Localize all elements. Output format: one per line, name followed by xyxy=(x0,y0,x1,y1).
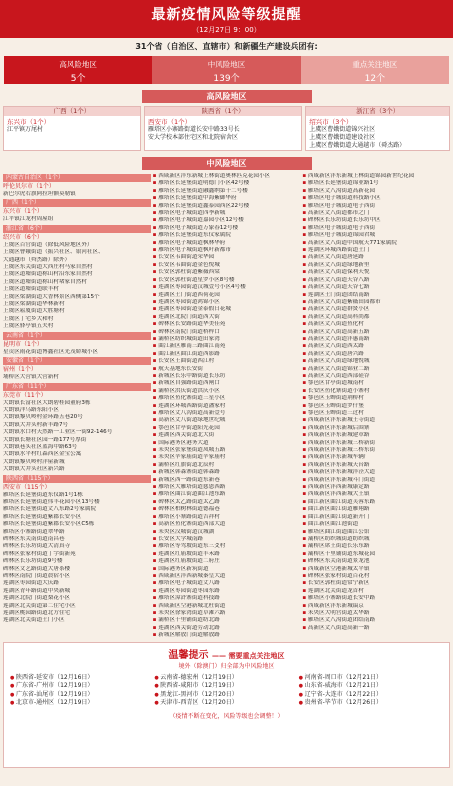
list-item: ▪ 西咸新区沣东新城三桥新街 xyxy=(302,440,450,447)
list-item: ▪ 高新区丈八街道群贤小区 xyxy=(302,306,450,313)
list-item: ▪ 莲湖区红庙坡街道丰禾路 xyxy=(153,551,301,558)
page-title: 最新疫情风险等级提醒 xyxy=(151,7,302,23)
list-item: 大朗镇黎贝岭村洋屋新城 xyxy=(3,458,65,465)
list-item: 碑林区长乐坊街道9号楼 xyxy=(3,558,63,565)
tips-item: ● 广东省-广州市（12月19日） xyxy=(10,682,154,690)
list-item: 雁塔区长延堡街道紫郡长安小区 xyxy=(3,513,82,520)
tips-item: ● 天津市-西青区（12月20日） xyxy=(154,699,298,707)
list-item: 大朗镇黎贝岭村金环路五巷20号 xyxy=(3,414,83,421)
list-item: ▪ 雁塔区丈八沟街道团结南路 xyxy=(302,617,450,624)
list-item: 上虞区东关街道大西庄村马家自然村 xyxy=(3,264,93,271)
high-box-line: 上虞区曹娥街道大通越市（舜杰路） xyxy=(309,142,406,149)
list-item: ▪ 航天基地东长安街 xyxy=(153,366,301,373)
list-item: ▪ 莲湖区西关街道北大街 xyxy=(153,432,301,439)
summary-key xyxy=(301,56,449,84)
list-item: 莲湖区桃园路街道北方住宅 xyxy=(3,610,71,617)
list-item: ▪ 新城区长乐中路街道长乐坊 xyxy=(153,373,301,380)
list-item: ▪ 高新区丈八街道高新五路 xyxy=(302,329,450,336)
high-box-line: 安大学校本部住宅区和北院宿舍区 xyxy=(147,134,238,141)
list-item: ▪ 雁塔区长延堡街道锦业路1号 xyxy=(302,180,450,187)
list-item: ▪ 雁塔区长延堡街道明德门小区42号楼 xyxy=(153,180,301,187)
list-item: ▪ 鄠邑区玉蝉街道荆桥村 xyxy=(302,395,450,402)
list-item: ▪ 雁塔区丈八沟街道高新花园 xyxy=(302,188,450,195)
list-item: 大朗镇大井头社区新兴路 xyxy=(3,466,65,473)
list-item: ▪ 新城区自强路街道西闸口 xyxy=(153,380,301,387)
list-item: ▪ 雁塔区电子城街道电子西街 xyxy=(302,225,450,232)
list-item: ▪ 鄠邑区玉蝉街道罗什堡 xyxy=(302,403,450,410)
province-header: 广西（1个） xyxy=(3,199,151,207)
list-item: 雁塔区小寨路街道翠华路 xyxy=(3,528,65,535)
province-header: 浙江省（6个） xyxy=(3,225,151,233)
list-item: 雁塔区长延堡街道伟丰花园小区13号楼 xyxy=(3,498,100,505)
summary-high-count: 5个 xyxy=(70,74,86,84)
list-item: ▪ 莲湖区环城西路街道土门 xyxy=(302,247,450,254)
list-item: ▪ 莲湖区枣园街道枣园东路 xyxy=(153,588,301,595)
list-item: ▪ 高新区丈八街道保利天悦 xyxy=(302,269,450,276)
mid-risk-band: 中风险地区 xyxy=(142,157,312,170)
list-item: ▪ 雁塔区曲江街道曲江公馆 xyxy=(302,529,450,536)
list-item: ▪ 高新区丈八街道绿地世纪城 xyxy=(153,417,301,424)
list-item: ▪ 曲江新区曲江街道雁翔路 xyxy=(302,506,450,513)
high-box-line: 雁塔区小寨路街道长安中路33号长 xyxy=(147,126,240,133)
high-box-line: 上虞区曹娥街道锦兴社区 xyxy=(309,126,376,133)
high-box-province: 浙江省（3个） xyxy=(306,107,449,116)
list-item: ▪ 碑林区柏树林街道德福巷 xyxy=(153,506,301,513)
high-box-line: 江平镇万尾村 xyxy=(7,126,44,133)
list-item: 上虞区梁湖街道大香林景区西侧第15个 xyxy=(3,293,100,300)
list-item: ▪ 西咸新区沣东新城车辆厂 xyxy=(302,454,450,461)
list-item: ▪ 西咸新区沣东新城沣泾大道 xyxy=(302,469,450,476)
list-item: ▪ 碑林区长安路街道华美佳苑 xyxy=(153,321,301,328)
list-item: ▪ 高新区丈八街道天谷七路 xyxy=(302,284,450,291)
list-item: ▪ 高新区丈八街道西部硅谷 xyxy=(302,373,450,380)
list-item: ▪ 国际港务区新筑街道 xyxy=(153,566,301,573)
list-item: ▪ 高新区丈八街道紫薇田园都市 xyxy=(302,299,450,306)
list-item: ▪ 碑林区南院门街道桥梓口 xyxy=(153,329,301,336)
list-item: 大朗镇大井头村新丰路7号 xyxy=(3,421,69,428)
list-item: ▪ 莲湖区北院门街道西大街 xyxy=(153,314,301,321)
tips-footer-note: （疫情不断在变化，风险等级也会调整！） xyxy=(169,712,284,720)
list-item: ▪ 未央区徐家湾街道草滩六路 xyxy=(153,610,301,617)
list-item: ▪ 曲江新区曲江街道西影路 xyxy=(153,351,301,358)
list-item: ▪ 雁塔区电子城街道万象春12号楼 xyxy=(153,225,301,232)
header xyxy=(0,0,453,38)
list-item: ▪ 雁塔区电子城街道丈八路 xyxy=(153,580,301,587)
list-item: 碑林区张家村街道丁字街新苑 xyxy=(3,550,76,557)
province-header: 陕西省（115个） xyxy=(3,475,151,483)
list-item: 雁塔区长延堡街道东仪路1号1栋 xyxy=(3,491,83,498)
province-header: 安徽省（1个） xyxy=(3,357,151,365)
list-item: 上虞区道墟街道联丰村 xyxy=(3,286,59,293)
summary-key-count: 12个 xyxy=(364,74,386,84)
list-item: 碑林区文艺路街道大唐茶楼 xyxy=(3,565,71,572)
list-item: 雁塔区长延堡街道紫郡长安小区C5栋 xyxy=(3,521,95,528)
list-item: ▪ 灞桥区十里铺街道东城花园 xyxy=(302,551,450,558)
list-item: ▪ 西咸新区沣东新城三桥东街 xyxy=(302,447,450,454)
summary-high-label: 高风险地区 xyxy=(59,60,97,69)
list-item: ▪ 雁塔区电子城街道枫林华府 xyxy=(153,240,301,247)
list-item: ▪ 莲湖区枣园街道汉城壹号小区4号楼 xyxy=(153,284,301,291)
high-box-zhejiang xyxy=(305,106,450,151)
tips-item: ● 陕西省-咸阳市（12月19日） xyxy=(154,682,298,690)
list-item: ▪ 西咸新区沣东新城镐京 xyxy=(302,603,450,610)
mid-risk-column-2 xyxy=(153,173,301,638)
tips-group xyxy=(154,674,298,708)
list-item: 大朗镇长富社区大朗碧桂园董府3栋 xyxy=(3,399,91,406)
list-item: ▪ 雁塔区曲江街道曲江池东路 xyxy=(153,491,301,498)
list-item: ▪ 西咸新区沣东新城上林街道奥林匹克花园小区 xyxy=(153,173,301,180)
list-item: ▪ 西咸新区沣东新城斗门街道 xyxy=(302,477,450,484)
high-box-shaanxi xyxy=(144,106,302,151)
list-item: 星贡区雨花街道博鑫社区光茂娇城小区 xyxy=(3,348,99,355)
summary-mid xyxy=(152,56,300,84)
city-header: 绍兴市（6个） xyxy=(3,233,43,241)
list-item: ▪ 西咸新区空港新城太平镇 xyxy=(302,566,450,573)
list-item: ▪ 西咸新区沣东新城王寺街道 xyxy=(302,417,450,424)
list-item: ▪ 西咸新区沣东新城上林街道锦园新世纪花园 xyxy=(302,173,450,180)
list-item: 大朗镇长塘社区园一路177号厚街 xyxy=(3,436,87,443)
tips-subtitle: 需要重点关注地区 xyxy=(228,652,285,660)
list-item: 碑林区东关南街道南昌巷 xyxy=(3,536,65,542)
tips-item: ● 陕西省-延安市（12月16日） xyxy=(10,674,154,682)
list-item: ▪ 莲湖区土门街道西荷花园 xyxy=(153,292,301,299)
list-item: ▪ 高新区丈八街道锦业二路 xyxy=(302,366,450,373)
list-item: 上虞区丁宅乡大和村 xyxy=(3,315,54,322)
list-item: ▪ 高新区丈八街道高新一路 xyxy=(302,625,450,632)
list-item: ▪ 国际港务区港务大道 xyxy=(153,440,301,447)
list-item: ▪ 雁塔区漳浒寨街道科技路 xyxy=(153,595,301,602)
list-item: ▪ 碑林区长乐坊街道长乐坊中区 xyxy=(302,217,450,224)
summary-high xyxy=(4,56,152,84)
list-item: ▪ 长安区鱼化寨街道小寨村 xyxy=(302,388,450,395)
list-item: ▪ 莲湖区西关街道劳动北路 xyxy=(153,625,301,632)
list-item: ▪ 高新区丈八街道唐延路 xyxy=(302,254,450,261)
list-item: ▪ 长安区王曲街道西江村 xyxy=(153,358,301,365)
tips-panel xyxy=(3,642,450,768)
list-item: 上虞区道墟街道称山村堵家自然村 xyxy=(3,278,87,285)
tips-item: ● 广东省-汕尾市（12月19日） xyxy=(10,691,154,699)
list-item: ▪ 西咸新区沣东新城天台路 xyxy=(302,462,450,469)
list-item: 上虞区道墟街道称山村沿东家自然村 xyxy=(3,271,93,278)
list-item: ▪ 长安区郭杜街道紫薇西棠 xyxy=(153,269,301,276)
list-item: ▪ 未央区辛家庙街道辛家庙村 xyxy=(153,454,301,461)
high-box-city: 西安市（1个） xyxy=(147,118,192,126)
list-item: ▪ 雁塔区长延堡街道融鑫纳第十二号楼 xyxy=(153,188,301,195)
list-item: ▪ 灞桥区洪庆街道洪庆小区 xyxy=(153,388,301,395)
list-item: ▪ 西咸新区沣西新城康定路 xyxy=(302,484,450,491)
list-item: ▪ 雁塔区长延堡街道中海紫御华府 xyxy=(153,195,301,202)
list-item: ▪ 高新区丈八街道西太路 xyxy=(302,343,450,350)
list-item: ▪ 雁塔区大雁塔街道慈恩西路 xyxy=(153,484,301,491)
city-header: 西安市（115个） xyxy=(3,483,51,491)
list-item: ▪ 莲湖区红庙坡街道二府庄 xyxy=(153,558,301,565)
high-risk-boxes xyxy=(0,106,453,151)
list-item: ▪ 鄠邑区甘亭街道阳光花园 xyxy=(153,425,301,432)
list-item: ▪ 高新区丈八街道天谷八路 xyxy=(302,277,450,284)
list-item: ▪ 新城区西一路街道东新巷 xyxy=(153,477,301,484)
list-item: ▪ 长安区韦曲街道荣华园 xyxy=(153,254,301,261)
high-box-province: 广西（1个） xyxy=(4,107,140,116)
list-item: ▪ 长安区郭杜街道常宁新区 xyxy=(302,580,450,587)
list-item: 雁塔区长延堡街道丈八东路2号家属院 xyxy=(3,506,97,513)
province-header: 云南省（1个） xyxy=(3,332,151,340)
tips-group xyxy=(299,674,443,708)
city-header: 昆明市（1个） xyxy=(3,340,43,348)
list-item: 大通越市（舜杰路）除外） xyxy=(3,256,71,263)
list-item: ▪ 长安区郭杜街道星罗小区8号楼 xyxy=(153,277,301,284)
list-item: ▪ 西咸新区沣东新城后围寨 xyxy=(302,425,450,432)
list-item: ▪ 高新区鱼化寨街道西部大道 xyxy=(153,521,301,528)
intro-text: 31个省（自治区、直辖市）和新疆生产建设兵团有: xyxy=(135,42,318,51)
list-item: ▪ 雁塔区长延堡街道东仪家属院 xyxy=(153,232,301,239)
high-box-guangxi xyxy=(3,106,141,151)
list-item: ▪ 碑林区太乙路街道太乙路 xyxy=(153,499,301,506)
tips-item: ● 云南省-德宏州（12月19日） xyxy=(154,674,298,682)
tips-item: ● 北京市-通州区（12月19日） xyxy=(10,699,154,707)
list-item: ▪ 灞桥区纺织城街道纺织城 xyxy=(302,536,450,543)
tips-heading: 温馨提示 —— 需要重点关注地区 xyxy=(168,650,285,661)
summary-key-label: 重点关注地区 xyxy=(352,60,398,69)
list-item: ▪ 雁塔区电子城街道枫叶新都市 xyxy=(153,247,301,254)
list-item: ▪ 雁塔区小寨路街道吉祥村 xyxy=(153,514,301,521)
list-item: ▪ 灞桥区红旗街道北辰村 xyxy=(153,462,301,469)
list-item: ▪ 灞桥区十里铺街道纺北路 xyxy=(153,617,301,624)
list-item: ▪ 雁塔区电子城街道电子西街 xyxy=(302,203,450,210)
mid-risk-column-1 xyxy=(3,173,151,638)
list-item: ▪ 雁塔区长延堡街道鑫泰园西区22号楼 xyxy=(153,203,301,210)
list-item: ▪ 莲湖区土门街道团结南路 xyxy=(302,292,450,299)
city-header: 呼伦贝尔市（1个） xyxy=(3,183,55,190)
list-item: 江平镇江龙村周屋组 xyxy=(3,216,54,223)
list-item: ▪ 雁塔区鱼化寨街道三星小区 xyxy=(153,395,301,402)
list-item: ▪ 雁塔区等驾坡街道东三爻村 xyxy=(153,543,301,550)
city-header: 东莞市（11个） xyxy=(3,391,47,399)
list-item: 上虞区崧厦街道大胜塘村 xyxy=(3,308,65,315)
list-item: ▪ 高新区丈八街道沣惠南路 xyxy=(302,336,450,343)
list-item: ▪ 鄠邑区玉蝉街道三过村 xyxy=(302,410,450,417)
list-item: ▪ 西咸新区沣东新城建章路 xyxy=(302,432,450,439)
list-item: 埇桥区大营镇大营新村 xyxy=(3,374,59,381)
list-item: 莲湖区枣园街道大庆路 xyxy=(3,580,59,587)
list-item: ▪ 灞桥区席王街道长乐东路 xyxy=(302,543,450,550)
tips-title: 温馨提示 xyxy=(168,650,209,661)
high-risk-band: 高风险地区 xyxy=(142,90,312,103)
list-item: 上虞区曹娥街道（振兴社区、银河社区、 xyxy=(3,249,104,256)
list-item: 莲湖区北关街道土门小区 xyxy=(3,617,65,624)
tips-item: ● 山东省-威海市（12月21日） xyxy=(299,682,443,690)
list-item: ▪ 曲江新区雁南三路曲江南苑 xyxy=(153,343,301,350)
list-item: ▪ 鄠邑区甘亭街道城南村 xyxy=(302,380,450,387)
summary-mid-count: 139个 xyxy=(213,74,240,84)
list-item: ▪ 雁塔区丈八沟街道高新壹号 xyxy=(153,410,301,417)
list-item: ▪ 莲湖区北关街道龙首村 xyxy=(302,588,450,595)
list-item: ▪ 长安区大学城南路 xyxy=(153,536,301,543)
city-header: 东兴市（1个） xyxy=(3,208,43,216)
tips-group xyxy=(10,674,154,708)
list-item: ▪ 莲湖区环城西路街道潘家村 xyxy=(153,403,301,410)
list-item: ▪ 未央区汉城街道汉城湖 xyxy=(153,529,301,536)
list-item: 莲湖区北关街道第二住宅小区 xyxy=(3,602,76,609)
list-item: ▪ 雁塔区电子城街道四季新城 xyxy=(153,210,301,217)
mid-risk-columns xyxy=(0,173,453,638)
list-item: 莲湖区青年路街道中央新城 xyxy=(3,587,71,594)
tips-grid xyxy=(4,670,449,708)
list-item: 大朗镇洋乌路东阳小区 xyxy=(3,406,59,413)
list-item: ▪ 莲湖区枣园街道金泰假日花城 xyxy=(153,306,301,313)
list-item: 大朗镇水口村天然路一工业区一街92-146号 xyxy=(3,429,113,436)
list-item: 碑林区南院门街道晨宿小区 xyxy=(3,573,71,580)
high-box-city: 东兴市（1个） xyxy=(7,118,51,126)
list-item: ▪ 曲江新区曲江池街道 xyxy=(302,521,450,528)
list-item: ▪ 莲湖区枣园街道鸿锦小区 xyxy=(153,299,301,306)
list-item: 上虞区驿亭镇五夫村 xyxy=(3,323,54,330)
high-box-city: 绍兴市（3个） xyxy=(309,118,353,126)
list-item: ▪ 雁塔区小寨路街道长安中路 xyxy=(302,595,450,602)
list-item: ▪ 高新区丈八街道绿地新里 xyxy=(302,262,450,269)
list-item: ▪ 高新区丈八街道唐兴路 xyxy=(302,351,450,358)
list-item: ▪ 未央区大明宫街道太华路 xyxy=(302,610,450,617)
list-item: ▪ 雁塔区电子城街道嘉园小区12号楼 xyxy=(153,217,301,224)
province-header: 内蒙古自治区（1个） xyxy=(3,174,151,182)
mid-risk-column-3 xyxy=(302,173,450,638)
tips-note-overseas: 境外（除澳门）归全部为中风险地区 xyxy=(178,663,275,670)
tips-item: ● 贵州省-毕节市（12月26日） xyxy=(299,699,443,707)
list-item: ▪ 灞桥区纺织城街道田家湾 xyxy=(153,336,301,343)
list-item: 碑林区长乐坊街道大清真寺 xyxy=(3,543,71,550)
list-item: ▪ 碑林区东关南街道景龙池 xyxy=(302,558,450,565)
list-item: ▪ 西咸新区沣西新城大王镇 xyxy=(302,491,450,498)
list-item: ▪ 新城区韩森寨街道韩森路 xyxy=(153,469,301,476)
list-item: ▪ 碑林区张家村街道百花村 xyxy=(302,573,450,580)
high-box-line: 上虞区曹娥街道建设社区 xyxy=(309,134,376,141)
list-item: ▪ 高新区丈八街道鱼化村 xyxy=(302,321,450,328)
list-item: ▪ 西咸新区沣西新城秦皇大道 xyxy=(153,573,301,580)
list-item: ▪ 西咸新区空港新城北杜街道 xyxy=(153,603,301,610)
province-header: 广东省（11个） xyxy=(3,383,151,391)
tips-item: ● 河南省-周口市（12月21日） xyxy=(299,674,443,682)
list-item: 上虞区梁湖街道华林新村 xyxy=(3,301,65,308)
list-item: ▪ 高新区丈八街道都市之门 xyxy=(302,210,450,217)
list-item: 上虞区百官街道（除低风险地区外） xyxy=(3,241,93,248)
list-item: ▪ 高新区丈八街道中国航天771家属院 xyxy=(302,240,450,247)
tips-item: ● 辽宁省-大连市（12月22日） xyxy=(299,691,443,699)
list-item: ▪ 未央区张家堡街道凤城五路 xyxy=(153,447,301,454)
page-date: （12月27日 9：00） xyxy=(192,26,261,34)
list-item: 新巴尔虎右旗阿拉坦额莫勒镇 xyxy=(3,191,76,197)
list-item: ▪ 雁塔区电子城街道科技路小区 xyxy=(302,195,450,202)
city-header: 宿州（1个） xyxy=(3,366,37,374)
list-item: ▪ 高新区丈八街道高科尚都 xyxy=(302,314,450,321)
summary-bar xyxy=(4,56,449,84)
summary-mid-label: 中风险地区 xyxy=(207,60,246,69)
list-item: 大朗镇巷头社区蓝海中路63号 xyxy=(3,443,78,450)
high-box-province: 陕西省（1个） xyxy=(145,107,301,116)
list-item: ▪ 高新区丈八街道绿地悦城 xyxy=(302,358,450,365)
list-item: 大朗镇水平村红森西区金宝公寓 xyxy=(3,451,82,458)
list-item: ▪ 长安区韦曲街道金色悦城 xyxy=(153,262,301,269)
tips-item: ● 黑龙江-黑河市（12月20日） xyxy=(154,691,298,699)
list-item: 莲湖区北院门街道梨花小区 xyxy=(3,595,71,602)
list-item: ▪ 雁塔区电子城街道锦园君城 xyxy=(302,232,450,239)
list-item: ▪ 曲江新区曲江街道新开门 xyxy=(302,514,450,521)
list-item: ▪ 曲江新区曲江街道芙蓉东路 xyxy=(302,499,450,506)
list-item: ▪ 新城区解放门街道解放路 xyxy=(153,632,301,638)
